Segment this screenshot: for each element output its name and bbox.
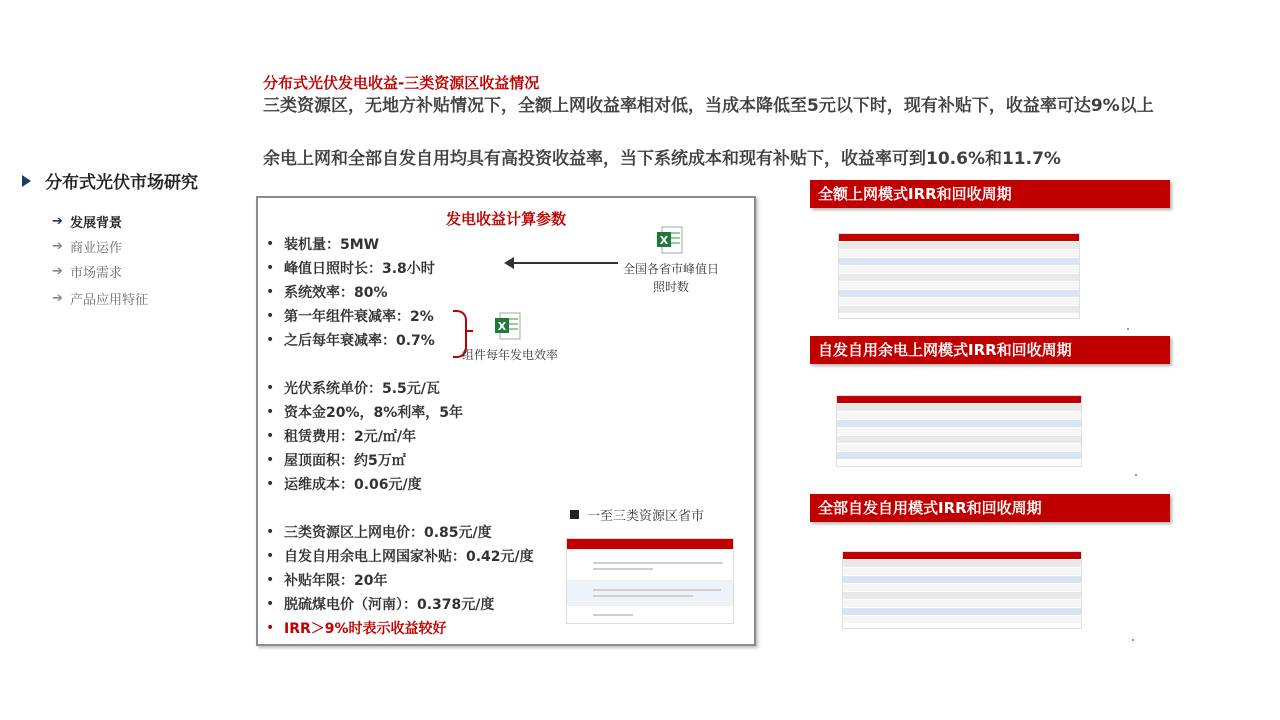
param-item: • 自发自用余电上网国家补贴：0.42元/度 bbox=[266, 548, 534, 565]
nav-item-label: 发展背景 bbox=[70, 216, 123, 231]
panel-banner-surplus-grid: 自发自用余电上网模式IRR和回收周期 bbox=[810, 336, 1170, 364]
parameter-box-title: 发电收益计算参数 bbox=[445, 210, 566, 228]
dot-marker bbox=[1132, 639, 1134, 641]
param-item: • 光伏系统单价：5.5元/瓦 bbox=[266, 380, 440, 397]
summary-line-1: 三类资源区，无地方补贴情况下，全额上网收益率相对低，当成本降低至5元以下时，现有补贴下，收益率可达9%以上 bbox=[263, 96, 1154, 116]
irr-table-full-grid[interactable] bbox=[838, 233, 1080, 319]
dot-marker bbox=[1127, 328, 1129, 330]
param-item: • 资本金20%，8%利率，5年 bbox=[266, 404, 464, 421]
irr-table-self-use[interactable] bbox=[842, 551, 1082, 629]
param-item: • 之后每年衰减率：0.7% bbox=[266, 332, 435, 349]
nav-item-label: 商业运作 bbox=[70, 241, 123, 256]
param-item: • 脱硫煤电价（河南）：0.378元/度 bbox=[266, 596, 495, 613]
province-label-text: 一至三类资源区省市 bbox=[587, 509, 705, 524]
nav-item-background[interactable] bbox=[52, 212, 122, 231]
arrow-line bbox=[508, 262, 618, 264]
panel-banner-full-grid: 全额上网模式IRR和回收周期 bbox=[810, 180, 1170, 208]
brace-tip bbox=[465, 330, 473, 332]
param-item: • 屋顶面积：约5万㎡ bbox=[266, 452, 406, 469]
arrow-right-icon: ➔ bbox=[52, 214, 63, 229]
parameter-box bbox=[256, 196, 756, 646]
province-label bbox=[570, 505, 704, 524]
param-item: • 三类资源区上网电价：0.85元/度 bbox=[266, 524, 492, 541]
excel-caption-sunshine: 全国各省市峰值日 照时数 bbox=[622, 262, 719, 294]
summary-line-2: 余电上网和全部自发自用均具有高投资收益率，当下系统成本和现有补贴下，收益率可到10.6%和11.7% bbox=[263, 149, 1061, 169]
province-table-thumbnail[interactable] bbox=[566, 538, 734, 624]
param-item: • 系统效率：80% bbox=[266, 284, 388, 301]
nav-item-business[interactable] bbox=[52, 237, 122, 256]
param-item: • 峰值日照时长：3.8小时 bbox=[266, 260, 435, 277]
excel-file-icon[interactable] bbox=[494, 312, 522, 340]
dot-marker bbox=[1135, 474, 1137, 476]
excel-file-icon[interactable] bbox=[656, 226, 684, 254]
nav-item-label: 市场需求 bbox=[70, 266, 123, 281]
param-item: • 补贴年限：20年 bbox=[266, 572, 388, 589]
nav-section-label: 分布式光伏市场研究 bbox=[45, 173, 198, 193]
arrow-right-icon: ➔ bbox=[52, 291, 63, 306]
nav-section-title[interactable] bbox=[22, 168, 198, 193]
nav-item-product[interactable] bbox=[52, 289, 148, 308]
svg-text:X: X bbox=[497, 320, 507, 333]
param-item-highlight: • IRR＞9%时表示收益较好 bbox=[266, 620, 447, 637]
panel-banner-self-use: 全部自发自用模式IRR和回收周期 bbox=[810, 494, 1170, 522]
arrow-right-icon: ➔ bbox=[52, 239, 63, 254]
param-item: • 第一年组件衰减率：2% bbox=[266, 308, 434, 325]
nav-item-market[interactable] bbox=[52, 262, 122, 281]
excel-caption-efficiency: 组件每年发电效率 bbox=[461, 348, 558, 362]
slide-title: 分布式光伏发电收益-三类资源区收益情况 bbox=[263, 74, 540, 92]
arrow-right-icon: ➔ bbox=[52, 264, 63, 279]
nav-item-label: 产品应用特征 bbox=[70, 293, 149, 308]
param-item: • 租赁费用：2元/㎡/年 bbox=[266, 428, 416, 445]
param-item: • 运维成本：0.06元/度 bbox=[266, 476, 422, 493]
triangle-right-icon bbox=[22, 175, 31, 187]
param-item: • 装机量：5MW bbox=[266, 236, 380, 253]
square-bullet-icon bbox=[570, 510, 579, 519]
svg-text:X: X bbox=[659, 234, 669, 247]
irr-table-surplus-grid[interactable] bbox=[836, 395, 1082, 467]
